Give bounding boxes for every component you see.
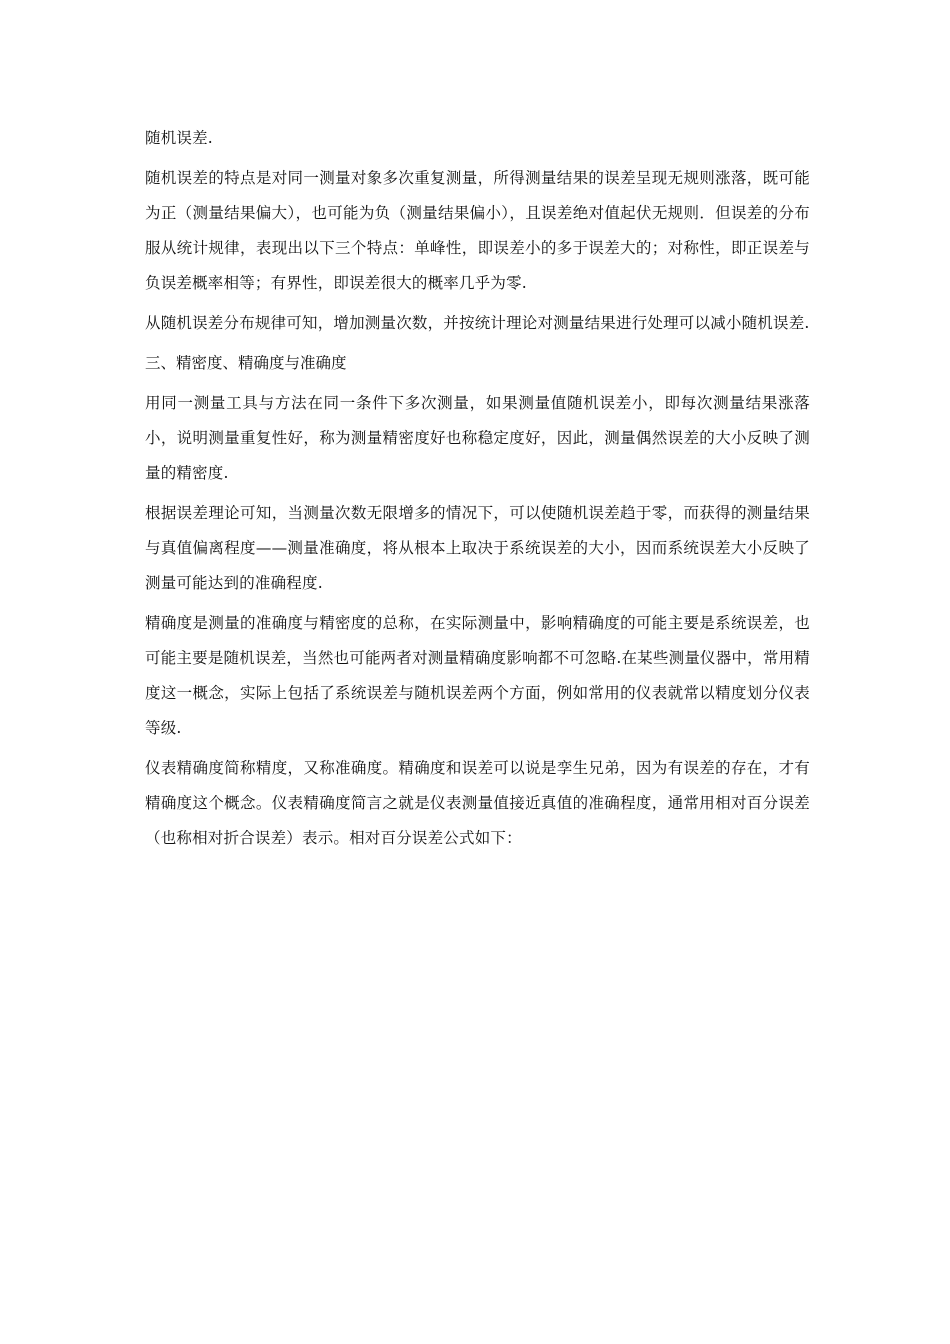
paragraph-exactness: 精确度是测量的准确度与精密度的总称，在实际测量中，影响精确度的可能主要是系统误差，也可能主要是随机误差，当然也可能两者对测量精确度影响都不可忽略.在某些测量仪器中，常用精度这一概念，实际上包括了系统误差与随机误差两个方面，例如常用的仪表就常以精度划分仪表等级. <box>145 614 810 737</box>
paragraph-random-error-features: 随机误差的特点是对同一测量对象多次重复测量，所得测量结果的误差呈现无规则涨落，既可能为正（测量结果偏大），也可能为负（测量结果偏小），且误差绝对值起伏无规则．但误差的分布服从统计规律，表现出以下三个特点：单峰性，即误差小的多于误差大的；对称性，即正误差与负误差概率相等；有界性，即误差很大的概率几乎为零. <box>145 169 810 292</box>
section-heading-precision-accuracy: 三、精密度、精确度与准确度 <box>145 354 347 372</box>
paragraph-instrument-accuracy: 仪表精确度简称精度，又称准确度。精确度和误差可以说是孪生兄弟，因为有误差的存在，才有精确度这个概念。仪表精确度简言之就是仪表测量值接近真值的准确程度，通常用相对百分误差（也称相对折合误差）表示。相对百分误差公式如下： <box>145 759 810 847</box>
paragraph-random-error-title: 随机误差. <box>145 129 213 147</box>
paragraph-accuracy: 根据误差理论可知，当测量次数无限增多的情况下，可以使随机误差趋于零，而获得的测量结果与真值偏离程度——测量准确度，将从根本上取决于系统误差的大小，因而系统误差大小反映了测量可能达到的准确程度. <box>145 504 810 592</box>
paragraph-precision: 用同一测量工具与方法在同一条件下多次测量，如果测量值随机误差小，即每次测量结果涨落小，说明测量重复性好，称为测量精密度好也称稳定度好，因此，测量偶然误差的大小反映了测量的精密度. <box>145 394 810 482</box>
document-body <box>145 121 810 856</box>
paragraph-random-error-reduction: 从随机误差分布规律可知，增加测量次数，并按统计理论对测量结果进行处理可以减小随机误差. <box>145 314 810 332</box>
